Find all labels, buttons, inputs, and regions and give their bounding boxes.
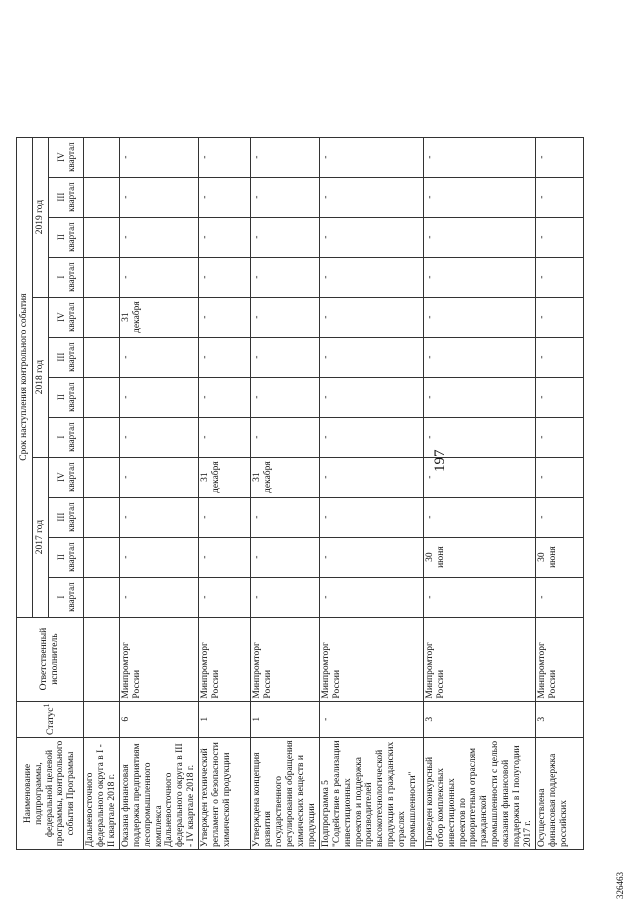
deadline-value: - xyxy=(320,155,331,159)
deadline-cell xyxy=(119,417,198,457)
deadline-value: - xyxy=(120,395,131,399)
page-number: 197 xyxy=(432,449,448,472)
deadline-value: - xyxy=(120,355,131,359)
event-status xyxy=(84,701,120,737)
deadline-value: - xyxy=(536,275,547,279)
quarter-numeral: III xyxy=(55,352,66,362)
event-name: Утвержден технический регламент о безопасности химической продукции xyxy=(199,738,251,850)
deadline-cell xyxy=(84,337,120,377)
deadline-value: - xyxy=(200,435,211,439)
deadline-cell xyxy=(251,257,320,297)
quarter-word: квартал xyxy=(66,582,76,612)
quarter-numeral: IV xyxy=(55,312,66,322)
deadline-cell xyxy=(199,457,251,497)
quarter-numeral: IV xyxy=(55,152,66,162)
deadline-value: - xyxy=(424,355,435,359)
table-row xyxy=(319,137,423,849)
deadline-value: - xyxy=(200,235,211,239)
deadline-cell xyxy=(84,217,120,257)
deadline-value: - xyxy=(120,555,131,559)
deadline-month: июня xyxy=(547,546,558,568)
deadline-value: - xyxy=(320,235,331,239)
deadline-cell xyxy=(319,377,423,417)
deadline-cell xyxy=(84,537,120,577)
quarter-numeral: I xyxy=(55,595,66,599)
deadline-value: 31 xyxy=(120,312,131,322)
deadline-value: - xyxy=(200,195,211,199)
deadline-cell xyxy=(251,417,320,457)
deadline-cell xyxy=(423,417,535,457)
quarter-word: квартал xyxy=(66,222,76,252)
event-responsible: Минпромторг России xyxy=(319,617,423,701)
deadline-value: - xyxy=(120,475,131,479)
deadline-cell xyxy=(319,257,423,297)
event-responsible: Минпромторг России xyxy=(423,617,535,701)
deadline-value: - xyxy=(536,475,547,479)
event-name: Проведен конкурсный отбор комплексных инвестиционных проектов по приоритетным отраслям гражданской промышленности с целью оказания финансовой поддержки в I полугодии 2017 г. xyxy=(423,738,535,850)
event-responsible xyxy=(84,617,120,701)
deadline-value: - xyxy=(252,275,263,279)
deadline-cell xyxy=(84,417,120,457)
deadline-cell xyxy=(423,457,535,497)
event-status: 1 xyxy=(199,701,251,737)
deadline-value: - xyxy=(252,315,263,319)
header-quarter xyxy=(49,457,84,497)
deadline-cell xyxy=(535,377,583,417)
deadline-cell xyxy=(199,537,251,577)
deadline-cell xyxy=(199,497,251,537)
deadline-cell xyxy=(423,377,535,417)
deadline-cell xyxy=(119,377,198,417)
deadline-value: - xyxy=(424,435,435,439)
deadline-value: - xyxy=(252,595,263,599)
deadline-value: - xyxy=(120,195,131,199)
deadline-cell xyxy=(84,497,120,537)
header-quarter xyxy=(49,257,84,297)
deadline-value: - xyxy=(120,435,131,439)
quarter-word: квартал xyxy=(66,382,76,412)
deadline-cell xyxy=(535,137,583,177)
quarter-word: квартал xyxy=(66,422,76,452)
deadline-cell xyxy=(319,497,423,537)
deadline-cell xyxy=(251,457,320,497)
deadline-month: декабря xyxy=(131,301,142,333)
deadline-value: - xyxy=(424,595,435,599)
deadline-cell xyxy=(423,577,535,617)
event-responsible: Минпромторг России xyxy=(535,617,583,701)
deadline-cell xyxy=(535,297,583,337)
deadline-value: - xyxy=(536,195,547,199)
deadline-value: - xyxy=(424,235,435,239)
quarter-numeral: II xyxy=(55,234,66,241)
deadline-cell xyxy=(319,137,423,177)
deadline-cell xyxy=(199,217,251,257)
deadline-cell xyxy=(535,577,583,617)
deadline-cell xyxy=(251,177,320,217)
deadline-value: - xyxy=(536,515,547,519)
deadline-cell xyxy=(199,257,251,297)
deadline-value: - xyxy=(200,515,211,519)
deadline-value: - xyxy=(252,355,263,359)
deadline-value: - xyxy=(320,275,331,279)
deadline-value: - xyxy=(120,155,131,159)
table-row xyxy=(199,137,251,849)
deadline-value: - xyxy=(320,435,331,439)
table-row xyxy=(119,137,198,849)
header-year-2017: 2017 год xyxy=(33,457,49,617)
deadline-value: - xyxy=(536,595,547,599)
deadline-cell xyxy=(535,257,583,297)
header-year-2019: 2019 год xyxy=(33,137,49,297)
deadline-cell xyxy=(119,337,198,377)
deadline-cell xyxy=(423,257,535,297)
deadline-value: - xyxy=(320,595,331,599)
deadline-value: 31 xyxy=(200,472,211,482)
deadline-value: - xyxy=(536,395,547,399)
deadline-cell xyxy=(251,217,320,257)
quarter-word: квартал xyxy=(66,182,76,212)
deadline-value: - xyxy=(424,475,435,479)
deadline-cell xyxy=(319,577,423,617)
deadline-value: - xyxy=(252,195,263,199)
deadline-cell xyxy=(251,337,320,377)
control-events-table xyxy=(16,137,584,850)
deadline-cell xyxy=(251,577,320,617)
quarter-numeral: II xyxy=(55,554,66,561)
quarter-word: квартал xyxy=(66,462,76,492)
deadline-cell xyxy=(535,497,583,537)
deadline-value: - xyxy=(320,395,331,399)
deadline-cell xyxy=(84,297,120,337)
header-quarter xyxy=(49,177,84,217)
quarter-word: квартал xyxy=(66,262,76,292)
quarter-word: квартал xyxy=(66,542,76,572)
deadline-value: - xyxy=(120,275,131,279)
deadline-value: - xyxy=(424,395,435,399)
header-quarter xyxy=(49,537,84,577)
deadline-cell xyxy=(119,457,198,497)
deadline-value: - xyxy=(320,195,331,199)
deadline-value: - xyxy=(200,555,211,559)
quarter-word: квартал xyxy=(66,342,76,372)
deadline-value: - xyxy=(252,515,263,519)
deadline-cell xyxy=(84,177,120,217)
deadline-cell xyxy=(319,537,423,577)
deadline-cell xyxy=(535,537,583,577)
deadline-cell xyxy=(119,577,198,617)
header-quarter xyxy=(49,377,84,417)
deadline-cell xyxy=(251,137,320,177)
deadline-value: 31 xyxy=(252,472,263,482)
deadline-value: - xyxy=(320,475,331,479)
deadline-value: - xyxy=(200,275,211,279)
deadline-cell xyxy=(119,537,198,577)
deadline-value: - xyxy=(320,355,331,359)
event-status: 3 xyxy=(535,701,583,737)
deadline-cell xyxy=(423,337,535,377)
quarter-numeral: II xyxy=(55,394,66,401)
deadline-cell xyxy=(199,177,251,217)
deadline-cell xyxy=(84,457,120,497)
deadline-value: - xyxy=(252,235,263,239)
deadline-cell xyxy=(119,497,198,537)
deadline-cell xyxy=(119,217,198,257)
deadline-value: - xyxy=(536,155,547,159)
deadline-cell xyxy=(199,417,251,457)
deadline-month: декабря xyxy=(263,461,274,493)
deadline-value: - xyxy=(120,515,131,519)
deadline-cell xyxy=(535,217,583,257)
deadline-cell xyxy=(423,137,535,177)
deadline-value: - xyxy=(200,355,211,359)
deadline-cell xyxy=(84,577,120,617)
event-status: - xyxy=(319,701,423,737)
event-status: 3 xyxy=(423,701,535,737)
deadline-value: - xyxy=(252,395,263,399)
deadline-cell xyxy=(251,537,320,577)
deadline-value: - xyxy=(120,235,131,239)
deadline-cell xyxy=(319,217,423,257)
quarter-numeral: I xyxy=(55,275,66,279)
deadline-value: - xyxy=(536,235,547,239)
event-name: Подпрограмма 5 "Содействие в реализации инвестиционных проектов и поддержка производителей высокотехнологической продукции в гражданских отраслях промышленности" xyxy=(319,738,423,850)
deadline-cell xyxy=(199,137,251,177)
deadline-value: - xyxy=(320,315,331,319)
deadline-month: июня xyxy=(435,546,446,568)
deadline-cell xyxy=(251,377,320,417)
deadline-value: - xyxy=(320,555,331,559)
deadline-value: - xyxy=(424,155,435,159)
table-row xyxy=(423,137,535,849)
quarter-numeral: III xyxy=(55,192,66,202)
deadline-cell xyxy=(119,177,198,217)
event-responsible: Минпромторг России xyxy=(119,617,198,701)
deadline-cell xyxy=(199,377,251,417)
table-row xyxy=(251,137,320,849)
header-quarter xyxy=(49,217,84,257)
header-deadline: Срок наступления контрольного события xyxy=(17,137,33,617)
deadline-cell xyxy=(119,137,198,177)
quarter-word: квартал xyxy=(66,502,76,532)
document-code: 326463 xyxy=(615,872,625,899)
header-quarter xyxy=(49,337,84,377)
deadline-value: - xyxy=(424,195,435,199)
deadline-cell xyxy=(423,497,535,537)
header-status: Статус$^1$ xyxy=(17,701,84,737)
deadline-value: - xyxy=(536,435,547,439)
deadline-cell xyxy=(84,257,120,297)
deadline-value: - xyxy=(536,355,547,359)
deadline-cell xyxy=(535,457,583,497)
header-quarter xyxy=(49,497,84,537)
header-quarter xyxy=(49,137,84,177)
event-name: Осуществлена финансовая поддержка российских xyxy=(535,738,583,850)
deadline-cell xyxy=(119,257,198,297)
header-quarter xyxy=(49,417,84,457)
deadline-value: - xyxy=(424,515,435,519)
deadline-value: - xyxy=(424,315,435,319)
deadline-value: - xyxy=(200,395,211,399)
deadline-cell xyxy=(319,177,423,217)
deadline-value: 30 xyxy=(424,552,435,562)
header-name: Наименование подпрограммы, федеральной целевой программы, контрольного события Программы xyxy=(17,738,84,850)
deadline-month: декабря xyxy=(211,461,222,493)
header-quarter xyxy=(49,577,84,617)
deadline-cell xyxy=(319,297,423,337)
table-row xyxy=(84,137,120,849)
deadline-value: - xyxy=(424,275,435,279)
header-quarter xyxy=(49,297,84,337)
quarter-word: квартал xyxy=(66,302,76,332)
deadline-value: - xyxy=(536,315,547,319)
quarter-word: квартал xyxy=(66,142,76,172)
quarter-numeral: III xyxy=(55,512,66,522)
deadline-cell xyxy=(319,337,423,377)
deadline-cell xyxy=(423,177,535,217)
deadline-cell xyxy=(251,497,320,537)
event-responsible: Минпромторг России xyxy=(251,617,320,701)
deadline-cell xyxy=(119,297,198,337)
deadline-cell xyxy=(199,337,251,377)
event-name: Оказана финансовая поддержка предприятиям лесопромышленного комплекса Дальневосточного федерального округа в III - IV квартале 2018 г. xyxy=(119,738,198,850)
deadline-value: - xyxy=(252,435,263,439)
deadline-value: - xyxy=(120,595,131,599)
deadline-cell xyxy=(199,577,251,617)
deadline-cell xyxy=(423,297,535,337)
deadline-cell xyxy=(319,417,423,457)
event-responsible: Минпромторг России xyxy=(199,617,251,701)
deadline-cell xyxy=(535,417,583,457)
event-status: 1 xyxy=(251,701,320,737)
deadline-value: - xyxy=(200,155,211,159)
deadline-cell xyxy=(199,297,251,337)
deadline-cell xyxy=(84,377,120,417)
event-name: Утверждена концепция развития государственного регулирования обращения химических веществ и продукции xyxy=(251,738,320,850)
deadline-cell xyxy=(423,217,535,257)
event-status: 6 xyxy=(119,701,198,737)
deadline-cell xyxy=(84,137,120,177)
header-responsible: Ответственный исполнитель xyxy=(17,617,84,701)
deadline-cell xyxy=(535,337,583,377)
deadline-value: - xyxy=(200,315,211,319)
quarter-numeral: IV xyxy=(55,472,66,482)
deadline-cell xyxy=(423,537,535,577)
header-year-2018: 2018 год xyxy=(33,297,49,457)
deadline-cell xyxy=(535,177,583,217)
deadline-value: 30 xyxy=(536,552,547,562)
deadline-value: - xyxy=(252,155,263,159)
deadline-value: - xyxy=(200,595,211,599)
quarter-numeral: I xyxy=(55,435,66,439)
table-row xyxy=(535,137,583,849)
deadline-value: - xyxy=(252,555,263,559)
deadline-cell xyxy=(251,297,320,337)
event-name: Дальневосточного федерального округа в I - II квартале 2018 г. xyxy=(84,738,120,850)
deadline-value: - xyxy=(320,515,331,519)
deadline-cell xyxy=(319,457,423,497)
